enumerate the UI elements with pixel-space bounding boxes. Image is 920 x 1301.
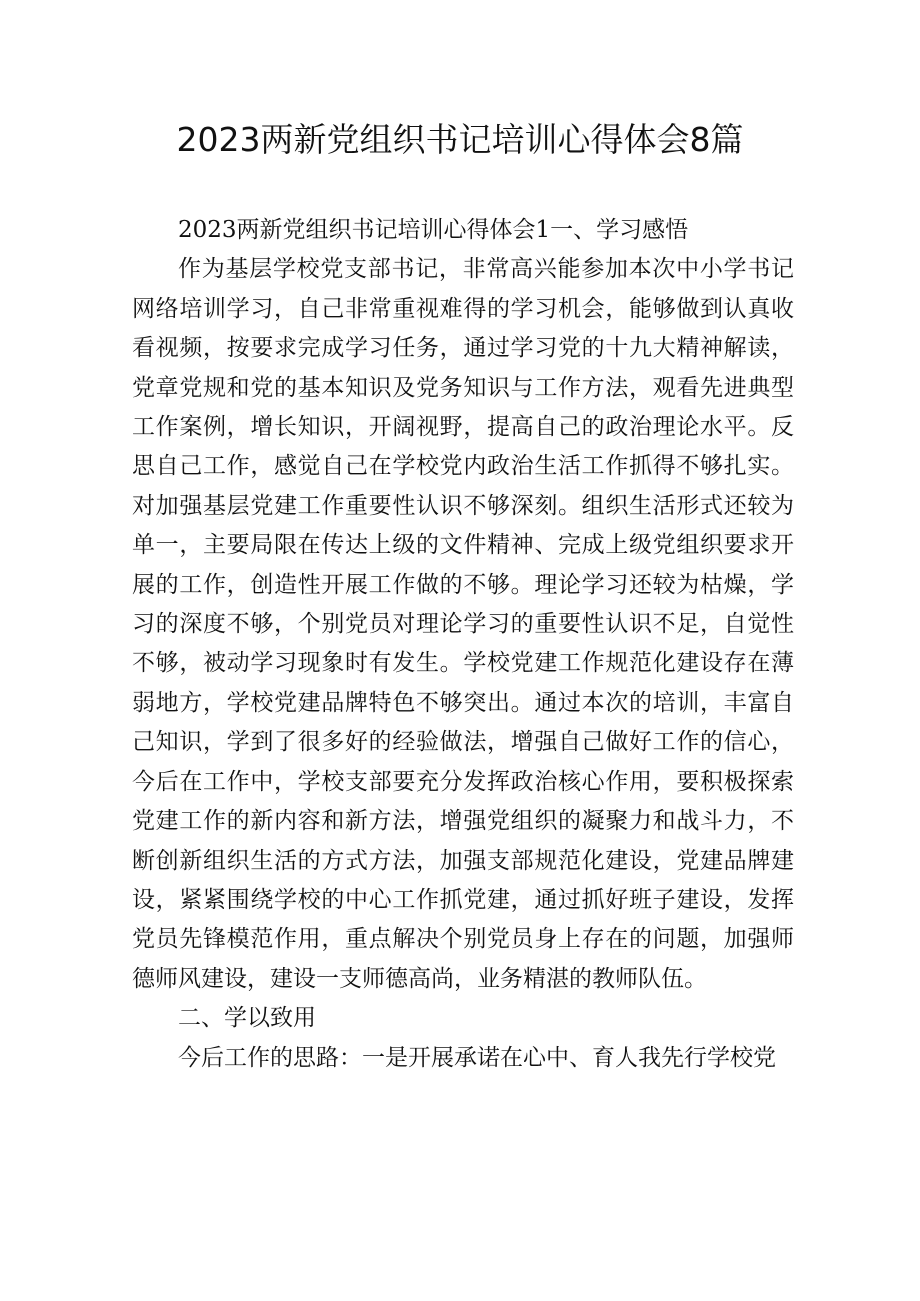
document-title: 2023两新党组织书记培训心得体会8篇 <box>176 120 744 159</box>
document-body <box>132 211 794 1078</box>
section-heading-paragraph: 2023两新党组织书记培训心得体会1一、学习感悟 <box>178 217 689 243</box>
body-paragraph: 今后工作的思路：一是开展承诺在心中、育人我先行学校党 <box>178 1044 776 1071</box>
section-heading-paragraph: 二、学以致用 <box>178 1005 316 1032</box>
body-paragraph: 作为基层学校党支部书记，非常高兴能参加本次中小学书记网络培训学习，自己非常重视难得的学习机会，能够做到认真收看视频，按要求完成学习任务，通过学习党的十九大精神解读，党章党规和党的基本知识及党务知识与工作方法，观看先进典型工作案例，增长知识，开阔视野，提高自己的政治理论水平。反思自己工作，感觉自己在学校党内政治生活工作抓得不够扎实。对加强基层党建工作重要性认识不够深刻。组织生活形式还较为单一，主要局限在传达上级的文件精神、完成上级党组织要求开展的工作，创造性开展工作做的不够。理论学习还较为枯燥，学习的深度不够，个别党员对理论学习的重要性认识不足，自觉性不够，被动学习现象时有发生。学校党建工作规范化建设存在薄弱地方，学校党建品牌特色不够突出。通过本次的培训，丰富自己知识，学到了很多好的经验做法，增强自己做好工作的信心，今后在工作中，学校支部要充分发挥政治核心作用，要积极探索党建工作的新内容和新方法，增强党组织的凝聚力和战斗力，不断创新组织生活的方式方法，加强支部规范化建设，党建品牌建设，紧紧围绕学校的中心工作抓党建，通过抓好班子建设，发挥党员先锋模范作用，重点解决个别党员身上存在的问题，加强师德师风建设，建设一支师德高尚，业务精湛的教师队伍。 <box>132 256 794 992</box>
